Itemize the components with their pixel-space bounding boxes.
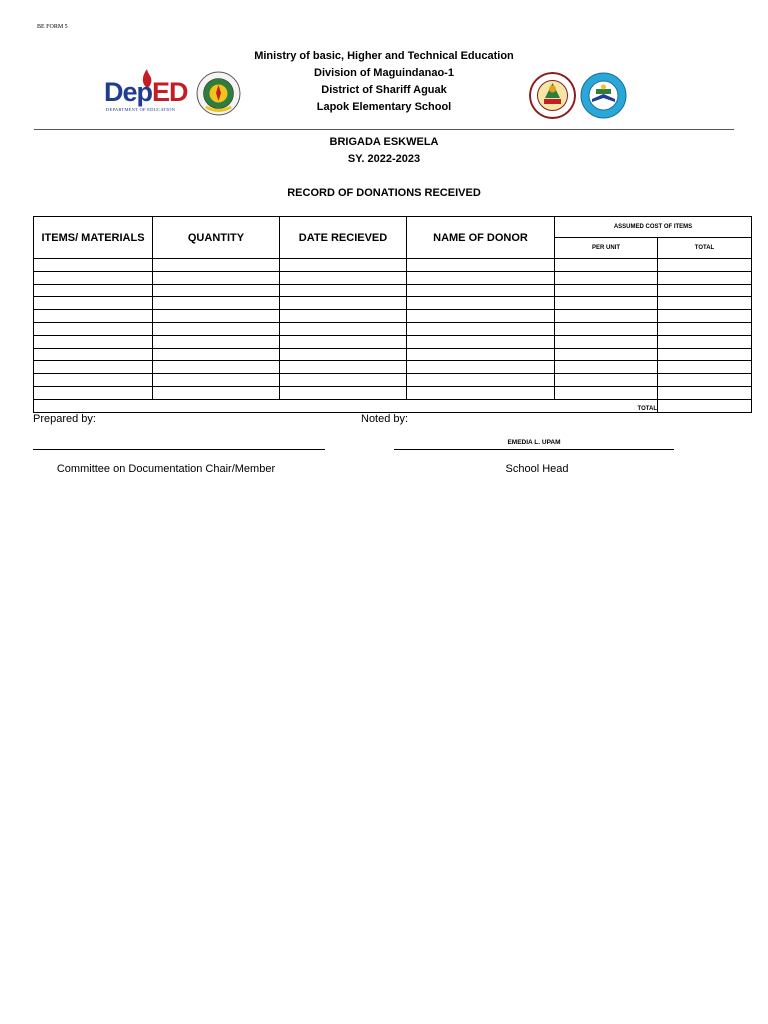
table-cell[interactable]	[555, 271, 658, 284]
table-cell[interactable]	[555, 322, 658, 335]
table-cell[interactable]	[34, 348, 153, 361]
table-cell[interactable]	[407, 310, 555, 323]
table-row	[34, 284, 752, 297]
table-cell[interactable]	[34, 374, 153, 387]
division-seal-icon	[529, 72, 576, 119]
header-per-unit: PER UNIT	[555, 238, 658, 259]
header-quantity: QUANTITY	[153, 217, 280, 259]
table-cell[interactable]	[34, 361, 153, 374]
table-body	[34, 259, 752, 400]
table-cell[interactable]	[280, 322, 407, 335]
table-cell[interactable]	[280, 259, 407, 272]
table-cell[interactable]	[34, 259, 153, 272]
table-row	[34, 297, 752, 310]
table-cell[interactable]	[658, 335, 752, 348]
total-value-cell[interactable]	[658, 399, 752, 412]
prepared-by-label: Prepared by:	[33, 413, 96, 425]
table-cell[interactable]	[555, 361, 658, 374]
header-total: TOTAL	[658, 238, 752, 259]
district-line: District of Shariff Aguak	[321, 84, 447, 96]
table-cell[interactable]	[407, 297, 555, 310]
table-cell[interactable]	[34, 335, 153, 348]
table-cell[interactable]	[407, 322, 555, 335]
noted-signature-line[interactable]	[394, 449, 674, 450]
total-label: TOTAL	[34, 399, 658, 412]
deped-wordmark-ed: ED	[152, 77, 188, 107]
header-items: ITEMS/ MATERIALS	[34, 217, 153, 259]
table-cell[interactable]	[34, 271, 153, 284]
header-date-received: DATE RECIEVED	[280, 217, 407, 259]
table-row	[34, 335, 752, 348]
table-cell[interactable]	[280, 348, 407, 361]
ministry-line: Ministry of basic, Higher and Technical Education	[254, 50, 514, 62]
table-cell[interactable]	[407, 386, 555, 399]
deped-logo	[104, 69, 190, 115]
table-cell[interactable]	[153, 297, 280, 310]
table-cell[interactable]	[658, 271, 752, 284]
table-row	[34, 386, 752, 399]
table-cell[interactable]	[407, 259, 555, 272]
school-year: SY. 2022-2023	[347, 153, 421, 165]
table-cell[interactable]	[34, 322, 153, 335]
table-cell[interactable]	[153, 259, 280, 272]
table-cell[interactable]	[658, 284, 752, 297]
table-cell[interactable]	[153, 361, 280, 374]
header-divider	[34, 129, 734, 130]
table-cell[interactable]	[280, 297, 407, 310]
table-row	[34, 361, 752, 374]
total-row	[34, 399, 752, 412]
table-cell[interactable]	[658, 297, 752, 310]
table-cell[interactable]	[280, 271, 407, 284]
table-cell[interactable]	[407, 271, 555, 284]
table-cell[interactable]	[34, 386, 153, 399]
table-cell[interactable]	[555, 348, 658, 361]
table-cell[interactable]	[280, 386, 407, 399]
table-cell[interactable]	[407, 374, 555, 387]
program-title: BRIGADA ESKWELA	[329, 136, 439, 148]
deped-wordmark	[104, 77, 188, 107]
table-cell[interactable]	[153, 386, 280, 399]
table-cell[interactable]	[407, 361, 555, 374]
table-cell[interactable]	[658, 348, 752, 361]
table-cell[interactable]	[280, 310, 407, 323]
table-row	[34, 374, 752, 387]
division-line: Division of Maguindanao-1	[314, 67, 454, 79]
table-cell[interactable]	[658, 374, 752, 387]
deped-seal-icon	[196, 71, 241, 116]
table-cell[interactable]	[555, 284, 658, 297]
school-name-line: Lapok Elementary School	[316, 101, 452, 113]
noted-role: School Head	[505, 463, 569, 475]
table-cell[interactable]	[658, 322, 752, 335]
record-title: RECORD OF DONATIONS RECEIVED	[287, 187, 481, 199]
school-seal-icon	[580, 72, 627, 119]
table-cell[interactable]	[658, 259, 752, 272]
header-assumed-cost: ASSUMED COST OF ITEMS	[555, 217, 752, 238]
table-cell[interactable]	[555, 297, 658, 310]
table-cell[interactable]	[280, 361, 407, 374]
table-cell[interactable]	[153, 348, 280, 361]
header-donor: NAME OF DONOR	[407, 217, 555, 259]
table-cell[interactable]	[555, 386, 658, 399]
noted-by-label: Noted by:	[361, 413, 409, 425]
form-code: BE FORM 5	[37, 24, 68, 30]
deped-subtitle: DEPARTMENT OF EDUCATION	[106, 107, 176, 112]
school-head-name: EMEDIA L. UPAM	[507, 439, 561, 446]
table-cell[interactable]	[280, 374, 407, 387]
table-cell[interactable]	[407, 335, 555, 348]
table-row	[34, 259, 752, 272]
deped-wordmark-dep: Dep	[104, 77, 153, 107]
table-row	[34, 348, 752, 361]
table-cell[interactable]	[658, 361, 752, 374]
prepared-signature-line[interactable]	[33, 449, 325, 450]
table-cell[interactable]	[34, 310, 153, 323]
table-cell[interactable]	[555, 259, 658, 272]
table-cell[interactable]	[555, 335, 658, 348]
table-cell[interactable]	[34, 297, 153, 310]
table-cell[interactable]	[153, 310, 280, 323]
table-cell[interactable]	[658, 310, 752, 323]
table-cell[interactable]	[153, 271, 280, 284]
table-cell[interactable]	[280, 335, 407, 348]
table-row	[34, 322, 752, 335]
table-cell[interactable]	[407, 284, 555, 297]
donations-table	[33, 216, 752, 413]
table-cell[interactable]	[153, 284, 280, 297]
table-cell[interactable]	[153, 374, 280, 387]
table-cell[interactable]	[407, 348, 555, 361]
table-cell[interactable]	[34, 284, 153, 297]
table-cell[interactable]	[280, 284, 407, 297]
table-cell[interactable]	[658, 386, 752, 399]
prepared-role: Committee on Documentation Chair/Member	[56, 463, 276, 475]
table-cell[interactable]	[153, 322, 280, 335]
table-cell[interactable]	[555, 310, 658, 323]
table-row	[34, 271, 752, 284]
table-cell[interactable]	[555, 374, 658, 387]
table-row	[34, 310, 752, 323]
table-cell[interactable]	[153, 335, 280, 348]
